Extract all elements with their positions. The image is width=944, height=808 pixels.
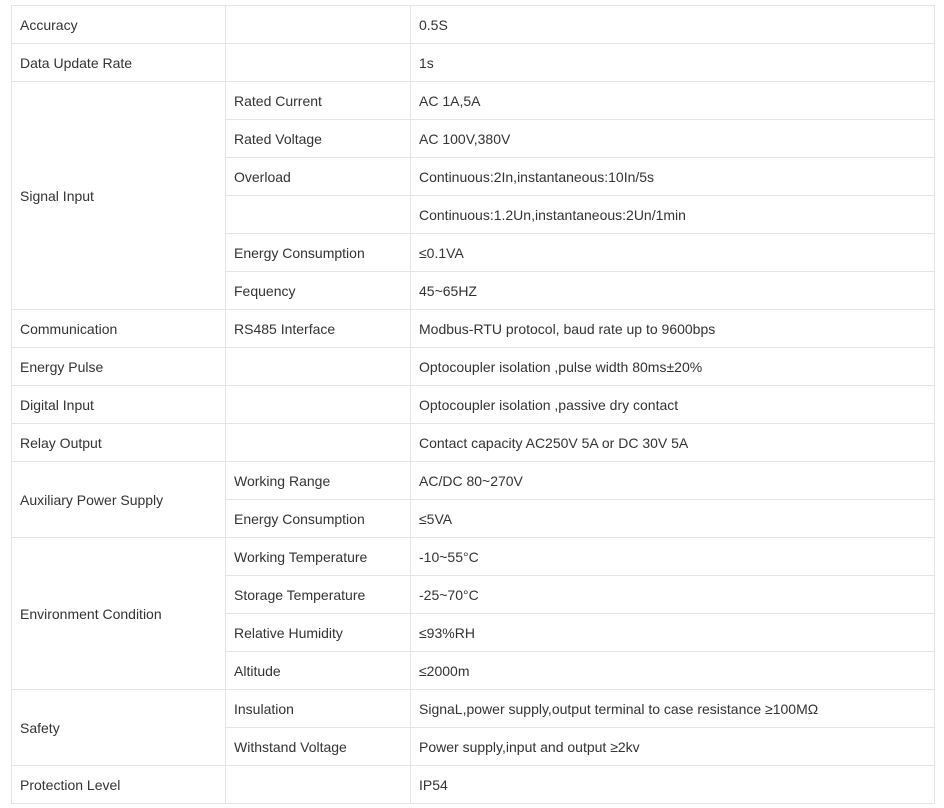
value-cell: Optocoupler isolation ,passive dry contact bbox=[411, 386, 935, 424]
value-cell: AC 1A,5A bbox=[411, 82, 935, 120]
param-cell: Auxiliary Power Supply bbox=[12, 462, 226, 538]
table-row bbox=[12, 44, 935, 82]
sub-param-cell: Withstand Voltage bbox=[226, 728, 411, 766]
value-cell: ≤5VA bbox=[411, 500, 935, 538]
table-row bbox=[12, 538, 935, 576]
value-cell: ≤0.1VA bbox=[411, 234, 935, 272]
sub-param-cell: Working Range bbox=[226, 462, 411, 500]
table-row bbox=[12, 6, 935, 44]
sub-param-cell: Working Temperature bbox=[226, 538, 411, 576]
specification-table bbox=[11, 5, 935, 804]
value-cell: -25~70°C bbox=[411, 576, 935, 614]
value-cell: Continuous:2In,instantaneous:10In/5s bbox=[411, 158, 935, 196]
table-row bbox=[12, 348, 935, 386]
value-cell: Continuous:1.2Un,instantaneous:2Un/1min bbox=[411, 196, 935, 234]
sub-param-cell bbox=[226, 386, 411, 424]
param-cell: Environment Condition bbox=[12, 538, 226, 690]
param-cell: Accuracy bbox=[12, 6, 226, 44]
param-cell: Energy Pulse bbox=[12, 348, 226, 386]
sub-param-cell: Overload bbox=[226, 158, 411, 196]
sub-param-cell: Fequency bbox=[226, 272, 411, 310]
sub-param-cell bbox=[226, 766, 411, 804]
sub-param-cell: Energy Consumption bbox=[226, 234, 411, 272]
table-row bbox=[12, 424, 935, 462]
specification-table-body bbox=[12, 6, 935, 804]
value-cell: SignaL,power supply,output terminal to case resistance ≥100MΩ bbox=[411, 690, 935, 728]
param-cell: Communication bbox=[12, 310, 226, 348]
table-row bbox=[12, 462, 935, 500]
table-row bbox=[12, 766, 935, 804]
value-cell: AC/DC 80~270V bbox=[411, 462, 935, 500]
table-row bbox=[12, 690, 935, 728]
sub-param-cell: Altitude bbox=[226, 652, 411, 690]
sub-param-cell: Insulation bbox=[226, 690, 411, 728]
sub-param-cell bbox=[226, 44, 411, 82]
sub-param-cell: Rated Voltage bbox=[226, 120, 411, 158]
value-cell: 1s bbox=[411, 44, 935, 82]
sub-param-cell: Energy Consumption bbox=[226, 500, 411, 538]
table-row bbox=[12, 82, 935, 120]
value-cell: 45~65HZ bbox=[411, 272, 935, 310]
sub-param-cell: Relative Humidity bbox=[226, 614, 411, 652]
value-cell: Power supply,input and output ≥2kv bbox=[411, 728, 935, 766]
param-cell: Signal Input bbox=[12, 82, 226, 310]
sub-param-cell bbox=[226, 424, 411, 462]
value-cell: Contact capacity AC250V 5A or DC 30V 5A bbox=[411, 424, 935, 462]
value-cell: ≤93%RH bbox=[411, 614, 935, 652]
value-cell: -10~55°C bbox=[411, 538, 935, 576]
sub-param-cell bbox=[226, 196, 411, 234]
value-cell: Optocoupler isolation ,pulse width 80ms±20% bbox=[411, 348, 935, 386]
value-cell: ≤2000m bbox=[411, 652, 935, 690]
param-cell: Safety bbox=[12, 690, 226, 766]
table-row bbox=[12, 310, 935, 348]
sub-param-cell bbox=[226, 348, 411, 386]
sub-param-cell: Rated Current bbox=[226, 82, 411, 120]
param-cell: Digital Input bbox=[12, 386, 226, 424]
table-row bbox=[12, 386, 935, 424]
param-cell: Relay Output bbox=[12, 424, 226, 462]
param-cell: Data Update Rate bbox=[12, 44, 226, 82]
value-cell: IP54 bbox=[411, 766, 935, 804]
sub-param-cell: Storage Temperature bbox=[226, 576, 411, 614]
sub-param-cell bbox=[226, 6, 411, 44]
value-cell: AC 100V,380V bbox=[411, 120, 935, 158]
value-cell: 0.5S bbox=[411, 6, 935, 44]
sub-param-cell: RS485 Interface bbox=[226, 310, 411, 348]
param-cell: Protection Level bbox=[12, 766, 226, 804]
value-cell: Modbus-RTU protocol, baud rate up to 9600bps bbox=[411, 310, 935, 348]
